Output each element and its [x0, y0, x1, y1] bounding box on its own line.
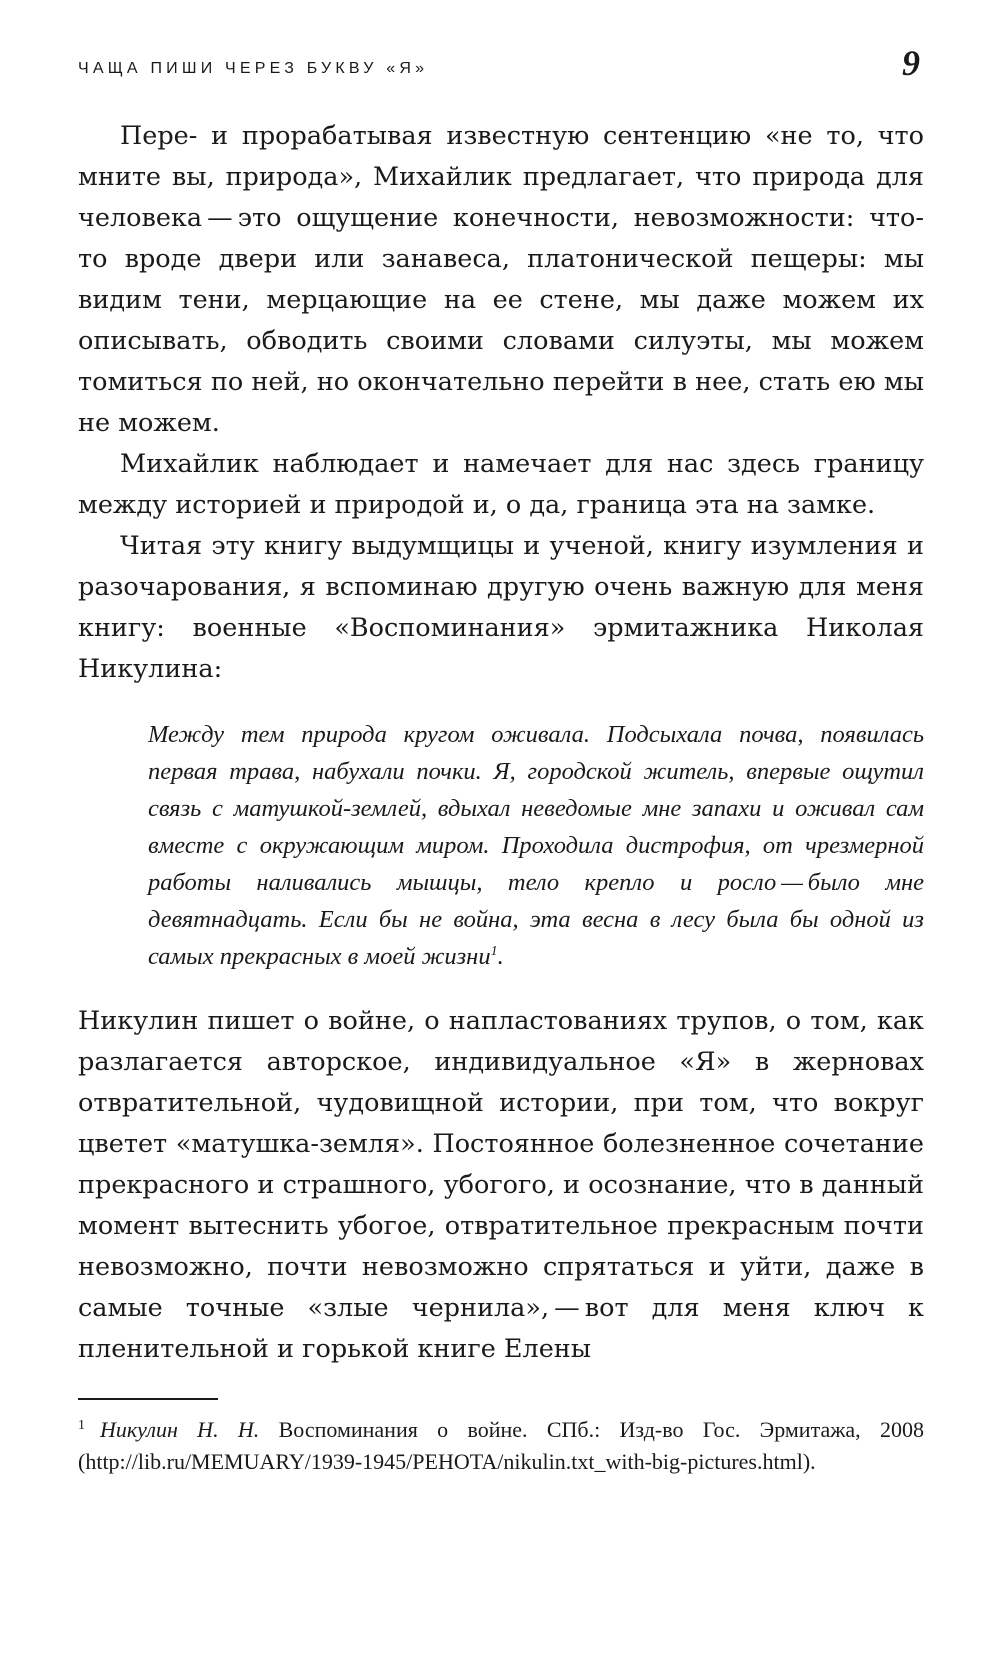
footnote-text: Воспоминания о войне. СПб.: Изд-во Гос. Эрмитажа, 2008 (http://lib.ru/MEMUARY/1939-1945/PEHOTA/nikulin.txt_with-big-pictures.html).: [78, 1417, 924, 1474]
main-text: [78, 116, 924, 1370]
paragraph: Никулин пишет о войне, о напластованиях трупов, о том, как разлагается авторское, индивидуальное «Я» в жерновах отвратительной, чудовищной истории, при том, что вокруг цветет «матушка-земля». Постоянное болезненное сочетание прекрасного и страшного, убогого, и осознание, что в данный момент вытеснить убогое, отвратительное прекрасным почти невозможно, почти невозможно спрятаться и уйти, даже в самые точные «злые чернила», — вот для меня ключ к пленительной и горькой книге Елены: [78, 1006, 924, 1364]
block-quote: [148, 716, 924, 975]
footnote-divider: [78, 1398, 218, 1400]
footnote-author: Никулин Н. Н.: [100, 1417, 260, 1442]
paragraph: Читая эту книгу выдумщицы и ученой, книгу изумления и разочарования, я вспоминаю другую очень важную для меня книгу: военные «Воспоминания» эрмитажника Николая Никулина:: [78, 531, 924, 684]
footnote-reference[interactable]: 1: [490, 943, 498, 959]
running-title: ЧАЩА ПИШИ ЧЕРЕЗ БУКВУ «Я»: [78, 60, 429, 77]
quote-end: .: [497, 943, 504, 970]
book-page: [78, 40, 924, 1478]
page-number: 9: [902, 43, 920, 83]
paragraph: Пере- и прорабатывая известную сентенцию «не то, что мните вы, природа», Михайлик предлагает, что природа для человека — это ощущение конечности, невозможности: что-то вроде двери или занавеса, платонической пещеры: мы видим тени, мерцающие на ее стене, мы даже можем их описывать, обводить своими словами силуэты, мы можем томиться по ней, но окончательно перейти в нее, стать ею мы не можем.: [78, 121, 924, 438]
quote-text: Между тем природа кругом оживала. Подсыхала почва, появилась первая трава, набухали почки. Я, городской житель, впервые ощутил связь с матушкой-землей, вдыхал неведомые мне запахи и оживал сам вместе с окружающим миром. Проходила дистрофия, от чрезмерной работы наливались мышцы, тело крепло и росло — было мне девятнадцать. Если бы не война, эта весна в лесу была бы одной из самых прекрасных в моей жизни: [148, 721, 924, 970]
running-header: [78, 40, 924, 84]
paragraph: Михайлик наблюдает и намечает для нас здесь границу между историей и природой и, о да, граница эта на замке.: [78, 449, 924, 520]
footnote: 1 Никулин Н. Н. Воспоминания о войне. СПб.: Изд-во Гос. Эрмитажа, 2008 (http://lib.ru/MEMUARY/1939-1945/PEHOTA/nikulin.txt_with-big-pictures.html).: [78, 1417, 924, 1474]
